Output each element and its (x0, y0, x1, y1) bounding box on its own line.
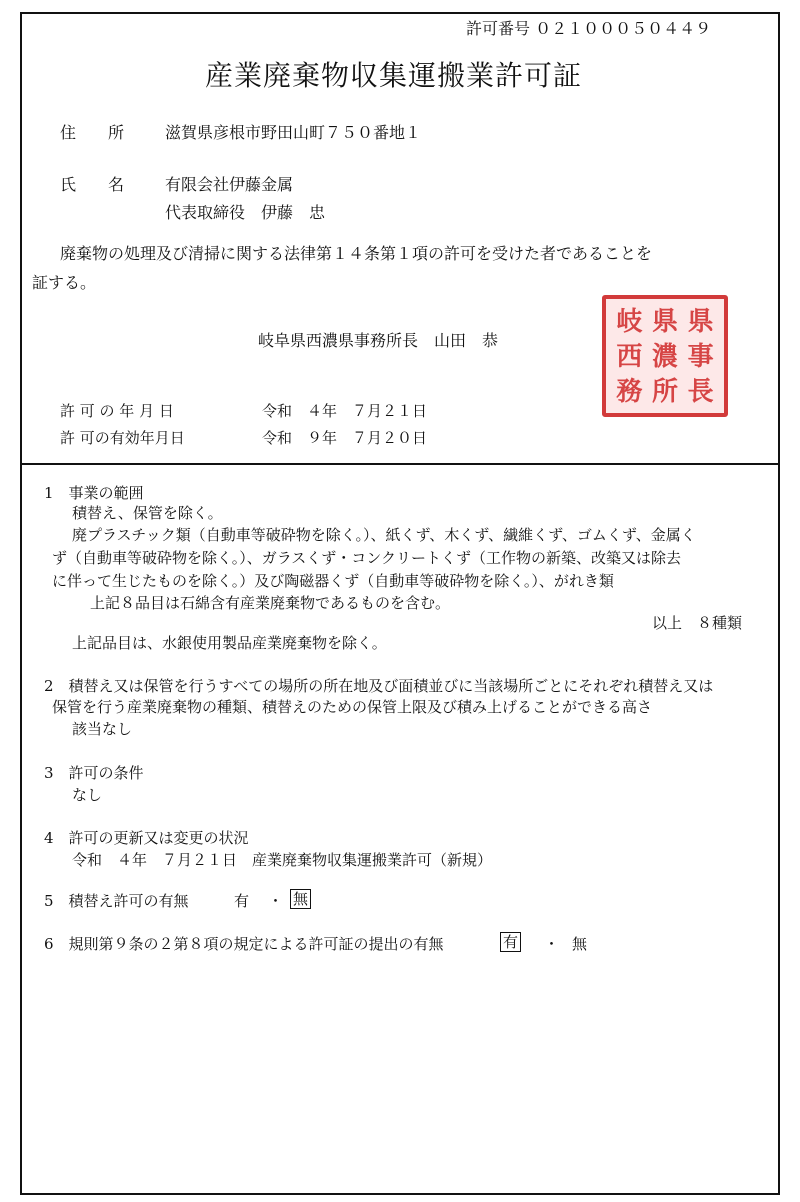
section6-option-yes-selected (500, 932, 521, 952)
seal-character: 務 (616, 377, 643, 407)
section1-line-2: 廃プラスチック類（自動車等破砕物を除く。）、紙くず、木くず、繊維くず、ゴムくず、金属く (72, 526, 696, 544)
section6-separator: ・ (544, 935, 560, 953)
valid-date-value: 令和 ９年 ７月２０日 (262, 429, 428, 447)
section1-heading: 1 事業の範囲 (44, 484, 144, 502)
seal-character: 長 (687, 377, 714, 407)
document-title: 産業廃棄物収集運搬業許可証 (205, 59, 583, 92)
section5-separator: ・ (268, 892, 284, 910)
section1-line-1: 積替え、保管を除く。 (72, 504, 223, 522)
permit-number: 許可番号 ０２１０００５０４４９ (466, 19, 712, 38)
statement-line-1: 廃棄物の処理及び清掃に関する法律第１４条第１項の許可を受けた者であることを (60, 244, 653, 263)
section5-no-box: 無 (290, 889, 311, 909)
name-label: 氏 名 (60, 175, 125, 194)
section6-yes-box: 有 (500, 932, 521, 952)
section4-line-1: 令和 ４年 ７月２１日 産業廃棄物収集運搬業許可（新規） (72, 851, 493, 869)
section5-label: 5 積替え許可の有無 (44, 892, 189, 910)
valid-date-label: 許 可の有効年月日 (60, 429, 185, 447)
section1-total: 以上 ８種類 (652, 614, 743, 632)
seal-character: 県 (687, 307, 714, 337)
seal-character: 県 (651, 307, 678, 337)
section5-option-yes: 有 (234, 892, 250, 910)
address-value: 滋賀県彦根市野田山町７５０番地１ (165, 123, 422, 142)
official-seal-stamp (602, 295, 728, 417)
address-label: 住 所 (60, 123, 125, 142)
section3-heading: 3 許可の条件 (44, 764, 144, 782)
statement-line-2: 証する。 (32, 273, 97, 292)
seal-character: 西 (616, 342, 643, 372)
seal-character: 岐 (616, 307, 643, 337)
permit-date-value: 令和 ４年 ７月２１日 (262, 402, 428, 420)
company-name: 有限会社伊藤金属 (165, 175, 294, 194)
issuer-name: 岐阜県西濃県事務所長 山田 恭 (258, 331, 499, 350)
section5-option-no-selected (290, 889, 311, 909)
seal-character: 濃 (651, 342, 678, 372)
seal-character: 事 (687, 342, 714, 372)
section6-option-no: 無 (572, 935, 588, 953)
section-divider (20, 463, 780, 465)
section3-line-1: なし (72, 786, 103, 804)
section1-line-5: 上記８品目は石綿含有産業廃棄物であるものを含む。 (90, 594, 451, 612)
section1-line-7: 上記品目は、水銀使用製品産業廃棄物を除く。 (72, 634, 387, 652)
permit-date-label: 許 可 の 年 月 日 (60, 402, 174, 420)
section2-line-3: 該当なし (72, 720, 133, 738)
section6-label: 6 規則第９条の２第８項の規定による許可証の提出の有無 (44, 935, 444, 953)
section2-line-1: 2 積替え又は保管を行うすべての場所の所在地及び面積並びに当該場所ごとにそれぞれ積替え又は (44, 677, 714, 695)
section1-line-3: ず（自動車等破砕物を除く。）、ガラスくず・コンクリートくず（工作物の新築、改築又は除去 (52, 549, 681, 567)
section1-line-4: に伴って生じたものを除く。）及び陶磁器くず（自動車等破砕物を除く。）、がれき類 (52, 572, 614, 590)
representative-name: 代表取締役 伊藤 忠 (165, 203, 326, 222)
seal-character: 所 (651, 377, 678, 407)
section2-line-2: 保管を行う産業廃棄物の種類、積替えのための保管上限及び積み上げることができる高さ (52, 698, 653, 716)
section4-heading: 4 許可の更新又は変更の状況 (44, 829, 249, 847)
